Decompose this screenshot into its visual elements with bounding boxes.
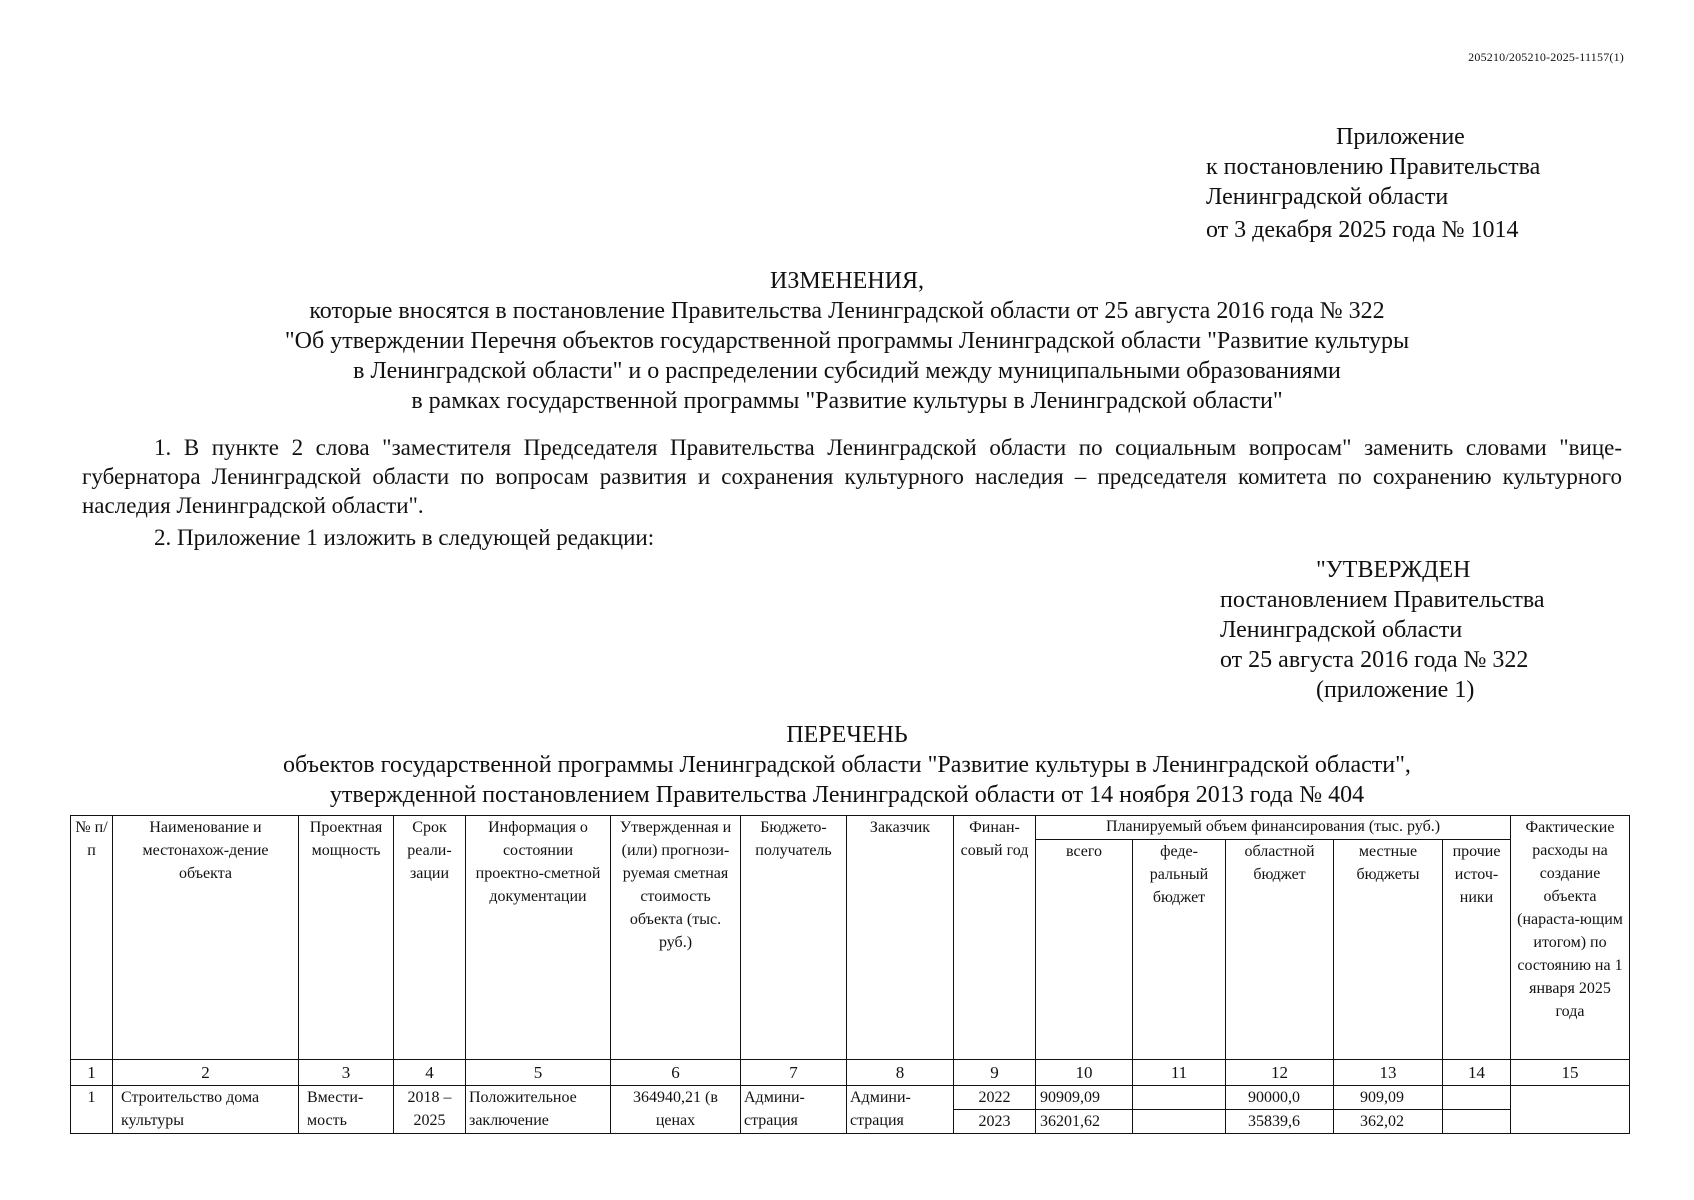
- row-cost: 364940,21 (в ценах: [611, 1086, 741, 1134]
- appendix-block: [1206, 122, 1646, 245]
- row-customer: Админи-страция: [847, 1086, 954, 1134]
- column-number: 4: [394, 1060, 466, 1086]
- header-capacity: Проектная мощность: [299, 816, 394, 1060]
- appendix-line-2: к постановлению Правительства: [1206, 154, 1541, 180]
- column-number: 1: [71, 1060, 113, 1086]
- header-local: местные бюджеты: [1334, 840, 1443, 1060]
- row-name: Строительство дома культуры: [113, 1086, 299, 1134]
- approved-block: [1220, 555, 1640, 705]
- row-local: 909,09: [1334, 1086, 1443, 1110]
- column-number: 8: [847, 1060, 954, 1086]
- row-local: 362,02: [1334, 1110, 1443, 1134]
- row-num: 1: [71, 1086, 113, 1134]
- changes-line-4: в рамках государственной программы "Развитие культуры в Ленинградской области": [411, 388, 1283, 414]
- changes-title: [60, 266, 1634, 416]
- column-number: 13: [1334, 1060, 1443, 1086]
- row-other: [1443, 1110, 1511, 1134]
- changes-heading: ИЗМЕНЕНИЯ,: [769, 268, 925, 294]
- header-num: № п/п: [71, 816, 113, 1060]
- changes-line-3: в Ленинградской области" и о распределении субсидий между муниципальными образованиями: [353, 358, 1341, 384]
- header-recipient: Бюджето-получатель: [741, 816, 847, 1060]
- column-number: 3: [299, 1060, 394, 1086]
- approved-line-5: (приложение 1): [1316, 677, 1475, 703]
- changes-line-1: которые вносятся в постановление Правительства Ленинградской области от 25 августа 2016 года № 322: [309, 298, 1385, 324]
- header-federal: феде-ральный бюджет: [1133, 840, 1226, 1060]
- header-name: Наименование и местонахож-дение объекта: [113, 816, 299, 1060]
- row-actual: [1511, 1086, 1630, 1134]
- appendix-line-4: от 3 декабря 2025 года № 1014: [1206, 217, 1519, 243]
- paragraph-1: 1. В пункте 2 слова "заместителя Председателя Правительства Ленинградской области по социальным вопросам" заменить словами "вице-губернатора Ленинградской области по вопросам развития и сохранения культурного наследия – председателя комитета по сохранению культурного наследия Ленинградской области".: [82, 435, 1622, 518]
- appendix-line-1: Приложение: [1336, 124, 1465, 150]
- row-total: 90909,09: [1036, 1086, 1133, 1110]
- header-year: Финан-совый год: [954, 816, 1036, 1060]
- objects-table: [70, 815, 1630, 1134]
- table-row: [71, 1086, 1630, 1110]
- column-number: 7: [741, 1060, 847, 1086]
- header-customer: Заказчик: [847, 816, 954, 1060]
- column-number: 10: [1036, 1060, 1133, 1086]
- changes-line-2: "Об утверждении Перечня объектов государственной программы Ленинградской области "Развитие культуры: [284, 328, 1410, 354]
- row-federal: [1133, 1110, 1226, 1134]
- header-cost: Утвержденная и (или) прогнози-руемая сметная стоимость объекта (тыс. руб.): [611, 816, 741, 1060]
- list-title: [60, 720, 1634, 810]
- header-other: прочие источ-ники: [1443, 840, 1511, 1060]
- row-year: 2022: [954, 1086, 1036, 1110]
- row-regional: 90000,0: [1226, 1086, 1334, 1110]
- header-term: Срок реали-зации: [394, 816, 466, 1060]
- approved-line-2: постановлением Правительства: [1220, 587, 1545, 613]
- row-federal: [1133, 1086, 1226, 1110]
- header-total: всего: [1036, 840, 1133, 1060]
- column-number: 2: [113, 1060, 299, 1086]
- column-number: 6: [611, 1060, 741, 1086]
- header-actual: Фактические расходы на создание объекта (нараста-ющим итогом) по состоянию на 1 января 2025 года: [1511, 816, 1630, 1060]
- approved-line-3: Ленинградской области: [1220, 617, 1463, 643]
- row-capacity: Вмести-мость: [299, 1086, 394, 1134]
- appendix-line-3: Ленинградской области: [1206, 184, 1449, 210]
- row-total: 36201,62: [1036, 1110, 1133, 1134]
- column-number: 9: [954, 1060, 1036, 1086]
- document-id: 205210/205210-2025-11157(1): [1468, 50, 1624, 64]
- row-year: 2023: [954, 1110, 1036, 1134]
- column-number-row: [71, 1060, 1630, 1086]
- list-line-2: утвержденной постановлением Правительства Ленинградской области от 14 ноября 2013 года № 404: [329, 782, 1365, 808]
- row-recipient: Админи-страция: [741, 1086, 847, 1134]
- column-number: 11: [1133, 1060, 1226, 1086]
- column-number: 14: [1443, 1060, 1511, 1086]
- row-regional: 35839,6: [1226, 1110, 1334, 1134]
- paragraph-2: 2. Приложение 1 изложить в следующей редакции:: [154, 525, 655, 550]
- row-term: 2018 – 2025: [394, 1086, 466, 1134]
- header-docs: Информация о состоянии проектно-сметной документации: [466, 816, 611, 1060]
- header-regional: областной бюджет: [1226, 840, 1334, 1060]
- column-number: 5: [466, 1060, 611, 1086]
- column-number: 15: [1511, 1060, 1630, 1086]
- list-heading: ПЕРЕЧЕНЬ: [786, 722, 908, 748]
- header-planned: Планируемый объем финансирования (тыс. руб.): [1036, 816, 1511, 840]
- row-docs: Положительное заключение: [466, 1086, 611, 1134]
- column-number: 12: [1226, 1060, 1334, 1086]
- approved-line-4: от 25 августа 2016 года № 322: [1220, 647, 1529, 673]
- list-line-1: объектов государственной программы Ленинградской области "Развитие культуры в Ленинградской области",: [283, 752, 1411, 778]
- approved-line-1: "УТВЕРЖДЕН: [1316, 557, 1471, 583]
- row-other: [1443, 1086, 1511, 1110]
